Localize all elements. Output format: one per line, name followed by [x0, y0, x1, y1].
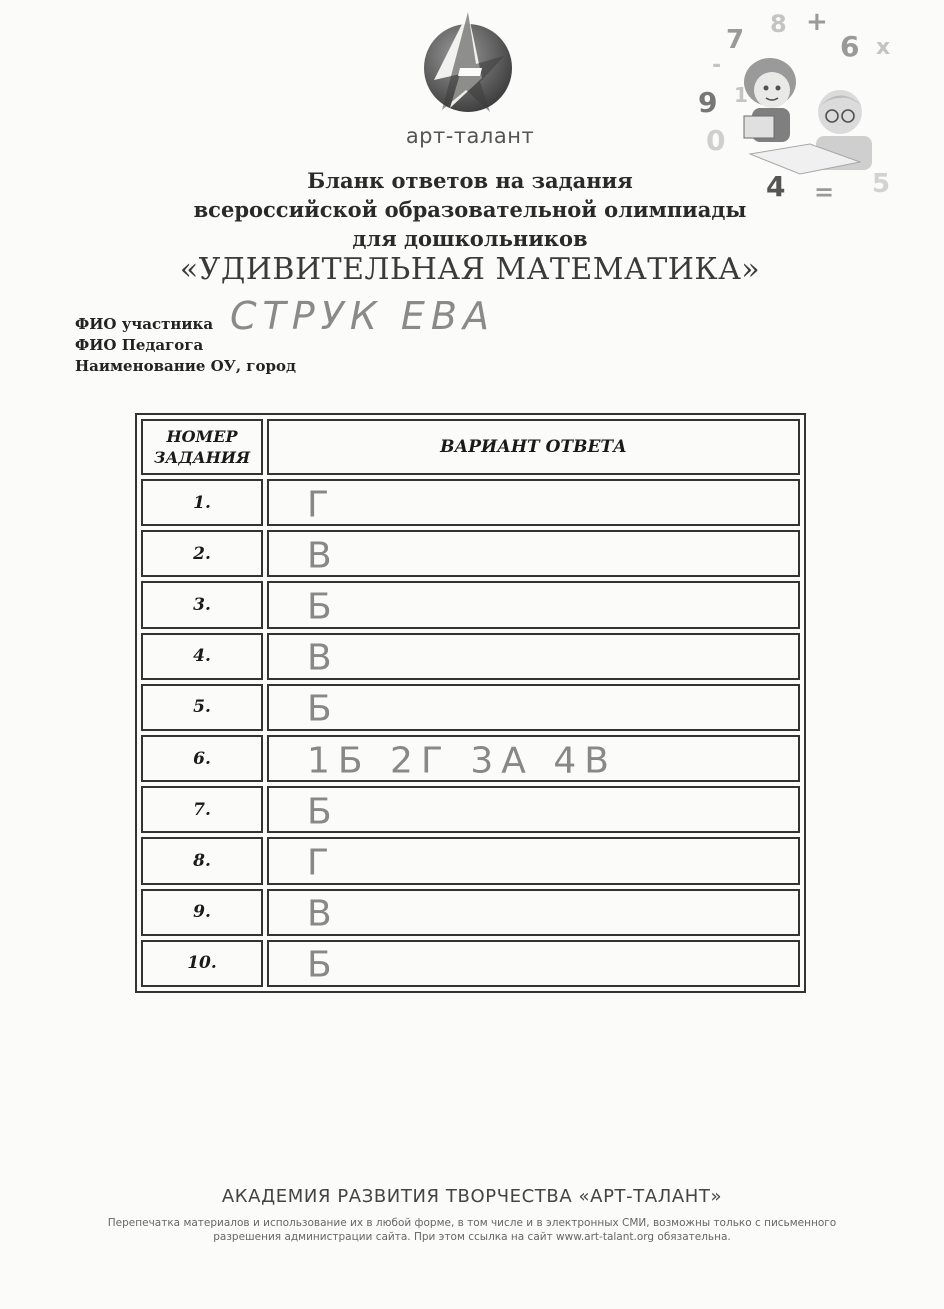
number-column-header: НОМЕР ЗАДАНИЯ — [141, 419, 263, 475]
answer-table — [135, 413, 806, 993]
art-talant-logo — [408, 8, 528, 118]
title-line: Бланк ответов на задания — [307, 168, 633, 193]
svg-text:-: - — [712, 53, 722, 78]
task-number: 6. — [141, 735, 263, 782]
svg-text:0: 0 — [706, 124, 726, 157]
table-row — [141, 940, 800, 987]
teacher-label: ФИО Педагога — [75, 336, 204, 354]
handwritten-answer: Б — [307, 688, 340, 730]
task-number: 4. — [141, 633, 263, 680]
answer-cell — [267, 889, 800, 936]
participant-name-handwritten: СТРУК ЕВА — [230, 294, 495, 338]
answer-cell — [267, 479, 800, 526]
answer-cell — [267, 684, 800, 731]
table-row — [141, 633, 800, 680]
handwritten-answer: Б — [307, 586, 340, 628]
svg-text:1: 1 — [734, 83, 748, 107]
form-title — [150, 166, 790, 253]
svg-text:5: 5 — [872, 169, 891, 199]
table-row — [141, 581, 800, 628]
handwritten-answer: Б — [307, 944, 340, 986]
handwritten-answer: 1Б 2Г 3А 4В — [307, 740, 617, 782]
svg-text:=: = — [814, 178, 835, 204]
task-number: 5. — [141, 684, 263, 731]
answer-cell — [267, 735, 800, 782]
answer-cell — [267, 633, 800, 680]
academy-name: АКАДЕМИЯ РАЗВИТИЯ ТВОРЧЕСТВА «АРТ-ТАЛАНТ» — [221, 1186, 723, 1207]
task-number: 1. — [141, 479, 263, 526]
school-label: Наименование ОУ, город — [75, 357, 296, 375]
table-row — [141, 786, 800, 833]
handwritten-answer: В — [307, 893, 340, 935]
svg-text:+: + — [806, 7, 828, 37]
table-row — [141, 684, 800, 731]
answer-cell — [267, 786, 800, 833]
table-row — [141, 530, 800, 577]
deco-digit: 7 — [726, 25, 745, 55]
task-number: 3. — [141, 581, 263, 628]
answer-cell — [267, 940, 800, 987]
star-a-logo-icon — [420, 8, 516, 118]
handwritten-answer: В — [307, 535, 340, 577]
handwritten-answer: Г — [307, 484, 337, 526]
table-row — [141, 735, 800, 782]
task-number: 10. — [141, 940, 263, 987]
svg-text:6: 6 — [840, 30, 860, 63]
answer-cell — [267, 837, 800, 884]
task-number: 7. — [141, 786, 263, 833]
svg-text:x: x — [876, 35, 891, 60]
task-number: 8. — [141, 837, 263, 884]
svg-text:4: 4 — [766, 170, 786, 203]
table-row — [141, 479, 800, 526]
title-line: для дошкольников — [352, 226, 588, 251]
answer-column-header: ВАРИАНТ ОТВЕТА — [267, 419, 800, 475]
olympiad-name: «УДИВИТЕЛЬНАЯ МАТЕМАТИКА» — [179, 252, 761, 287]
answer-cell — [267, 581, 800, 628]
answer-cell — [267, 530, 800, 577]
handwritten-answer: Г — [307, 842, 337, 884]
table-header-row — [141, 419, 800, 475]
participant-label: ФИО участника — [75, 315, 214, 333]
brand-name: арт-талант — [405, 124, 535, 148]
handwritten-answer: Б — [307, 791, 340, 833]
task-number: 9. — [141, 889, 263, 936]
table-row — [141, 889, 800, 936]
svg-text:8: 8 — [770, 10, 787, 38]
handwritten-answer: В — [307, 637, 340, 679]
svg-text:9: 9 — [698, 86, 718, 119]
copyright-note: Перепечатка материалов и использование их в любой форме, в том числе и в электронных СМИ, возможны только с письменного разрешения администрации сайта. При этом ссылка на сайт www.art-talant.org обязательна. — [107, 1217, 837, 1243]
table-row — [141, 837, 800, 884]
task-number: 2. — [141, 530, 263, 577]
title-line: всероссийской образовательной олимпиады — [193, 197, 747, 222]
